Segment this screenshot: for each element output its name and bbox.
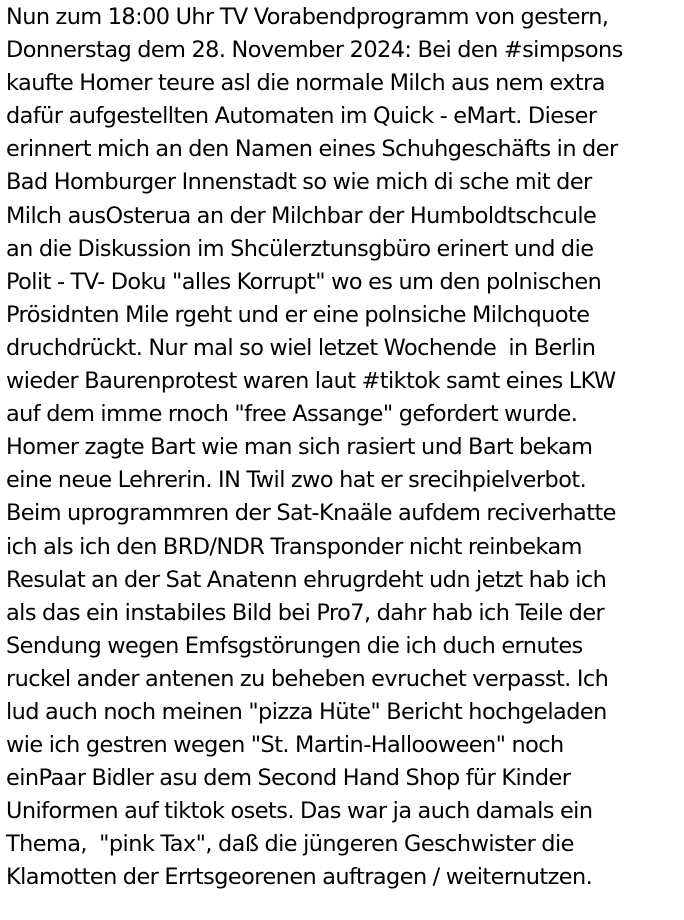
text-line-11: druchdrückt. Nur mal so wiel letzet Wochende in Berlin bbox=[6, 334, 596, 361]
document-text bbox=[6, 1, 682, 895]
text-line-24: einPaar Bidler asu dem Second Hand Shop für Kinder bbox=[6, 765, 571, 792]
text-line-27: Klamotten der Errtsgeorenen auftragen / weiternutzen. bbox=[6, 864, 593, 891]
text-line-15: eine neue Lehrerin. IN Twil zwo hat er srecihpielverbot. bbox=[6, 467, 587, 494]
text-line-26: Thema, "pink Tax", daß die jüngeren Geschwister die bbox=[6, 831, 574, 858]
text-line-21: ruckel ander antenen zu beheben evruchet verpasst. Ich bbox=[6, 665, 609, 692]
text-line-10: Prösidnten Mile rgeht und er eine polnsiche Milchquote bbox=[6, 301, 590, 328]
text-line-20: Sendung wegen Emfsgstörungen die ich duch ernutes bbox=[6, 632, 583, 659]
text-line-14: Homer zagte Bart wie man sich rasiert und Bart bekam bbox=[6, 434, 593, 461]
text-line-1: Nun zum 18:00 Uhr TV Vorabendprogramm von gestern, bbox=[6, 4, 609, 30]
text-line-16: Beim uprogrammren der Sat-Knaäle aufdem reciverhatte bbox=[6, 500, 616, 527]
text-line-2: Donnerstag dem 28. November 2024: Bei den #simpsons bbox=[6, 37, 623, 64]
text-line-13: auf dem imme rnoch "free Assange" gefordert wurde. bbox=[6, 401, 578, 428]
text-line-22: lud auch noch meinen "pizza Hüte" Bericht hochgeladen bbox=[6, 698, 607, 725]
text-line-23: wie ich gestren wegen "St. Martin-Hallooween" noch bbox=[6, 732, 564, 759]
text-line-8: an die Diskussion im Shcülerztunsgbüro erinert und die bbox=[6, 235, 594, 262]
text-line-25: Uniformen auf tiktok osets. Das war ja auch damals ein bbox=[6, 798, 593, 825]
text-line-7: Milch ausOsterua an der Milchbar der Humboldtschcule bbox=[6, 202, 597, 229]
text-line-19: als das ein instabiles Bild bei Pro7, dahr hab ich Teile der bbox=[6, 599, 605, 626]
text-line-12: wieder Baurenprotest waren laut #tiktok samt eines LKW bbox=[6, 368, 616, 395]
text-line-18: Resulat an der Sat Anatenn ehrugrdeht udn jetzt hab ich bbox=[6, 566, 607, 593]
text-line-6: Bad Homburger Innenstadt so wie mich di sche mit der bbox=[6, 169, 592, 196]
text-line-17: ich als ich den BRD/NDR Transponder nicht reinbekam bbox=[6, 533, 582, 560]
text-line-9: Polit - TV- Doku "alles Korrupt" wo es um den polnischen bbox=[6, 268, 602, 295]
text-line-4: dafür aufgestellten Automaten im Quick - eMart. Dieser bbox=[6, 103, 597, 130]
text-line-5: erinnert mich an den Namen eines Schuhgeschäfts in der bbox=[6, 136, 618, 163]
text-line-3: kaufte Homer teure asl die normale Milch aus nem extra bbox=[6, 70, 605, 97]
